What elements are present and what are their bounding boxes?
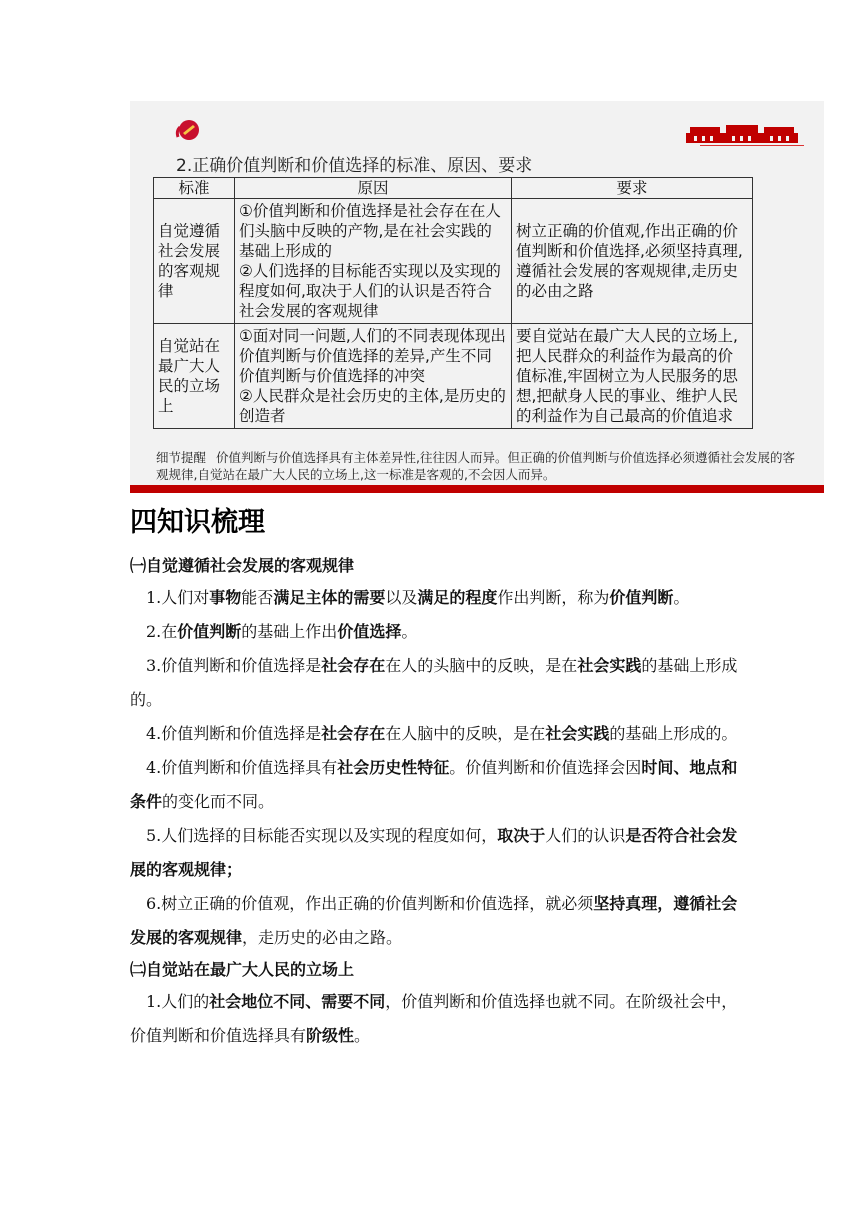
list-item xyxy=(130,887,740,955)
item-text: 的变化而不同。 xyxy=(162,792,275,811)
list-people-stance xyxy=(130,985,740,1053)
item-text: 1.人们对 xyxy=(146,588,210,607)
bold-keyword: 社会存在 xyxy=(321,724,386,743)
item-text: 在人的头脑中的反映，是在 xyxy=(385,656,578,675)
item-text: 的基础上形成的。 xyxy=(609,724,738,743)
item-text: 以及 xyxy=(385,588,418,607)
item-text: 在人脑中的反映，是在 xyxy=(385,724,546,743)
item-text: 人们的认识 xyxy=(545,826,626,845)
header-standard: 标准 xyxy=(154,178,235,199)
list-item xyxy=(130,649,740,717)
item-text: 。 xyxy=(673,588,690,607)
header-reason: 原因 xyxy=(235,178,512,199)
item-text: 2.在 xyxy=(146,622,178,641)
section-heading: 四知识梳理 xyxy=(130,507,265,538)
cell-reason xyxy=(235,199,512,324)
list-item xyxy=(130,819,740,887)
bold-keyword: 社会历史性特征 xyxy=(337,758,450,777)
header-requirement: 要求 xyxy=(512,178,753,199)
bold-keyword: 社会实践 xyxy=(545,724,610,743)
item-text: 的基础上作出 xyxy=(241,622,338,641)
list-item xyxy=(130,985,740,1053)
detail-note xyxy=(156,449,796,483)
slide-title: 2.正确价值判断和价值选择的标准、原因、要求 xyxy=(176,156,533,176)
item-text: ，价值判断和价值选择也就不同。在阶级社会中，价值判断和价值选择具有 xyxy=(130,992,738,1045)
reason-line: ②人们选择的目标能否实现以及实现的程度如何,取决于人们的认识是否符合社会发展的客观规律 xyxy=(239,262,501,320)
cell-reason xyxy=(235,324,512,429)
bold-keyword: 坚持真理，遵循社会发展的客观规律 xyxy=(130,894,738,947)
cell-requirement: 树立正确的价值观,作出正确的价值判断和价值选择,必须坚持真理,遵循社会发展的客观规律,走历史的必由之路 xyxy=(512,199,753,324)
bold-keyword: 时间、地点和条件 xyxy=(130,758,738,811)
note-label: 细节提醒 xyxy=(156,450,207,465)
list-item xyxy=(130,581,740,615)
bold-keyword: 价值判断 xyxy=(609,588,674,607)
table-row xyxy=(154,324,753,429)
item-text: 。 xyxy=(401,622,418,641)
document-body xyxy=(130,505,740,1053)
item-text: ，走历史的必由之路。 xyxy=(242,928,403,947)
cell-standard: 自觉遵循社会发展的客观规律 xyxy=(154,199,235,324)
bold-keyword: 价值判断 xyxy=(177,622,242,641)
reason-line: ①面对同一问题,人们的不同表现体现出价值判断与价值选择的差异,产生不同价值判断与价值选择的冲突 xyxy=(239,327,506,385)
item-text: 。价值判断和价值选择会因 xyxy=(449,758,642,777)
bold-keyword: 满足主体的需要 xyxy=(273,588,386,607)
item-text: 1.人们的 xyxy=(146,992,210,1011)
item-text: 能否 xyxy=(241,588,274,607)
bold-keyword: 取决于 xyxy=(497,826,546,845)
subheading-objective-law: ㈠自觉遵循社会发展的客观规律 xyxy=(130,556,355,575)
item-text: 4.价值判断和价值选择是 xyxy=(146,724,322,743)
standards-table xyxy=(153,177,753,429)
item-text: 作出判断，称为 xyxy=(497,588,610,607)
list-item xyxy=(130,751,740,819)
item-text: 4.价值判断和价值选择具有 xyxy=(146,758,338,777)
subheading-people-stance: ㈡自觉站在最广大人民的立场上 xyxy=(130,960,355,979)
item-text: 5.人们选择的目标能否实现以及实现的程度如何， xyxy=(146,826,498,845)
bold-keyword: 是否符合社会发展的客观规律； xyxy=(130,826,738,879)
item-text: 3.价值判断和价值选择是 xyxy=(146,656,322,675)
slide-bottom-bar xyxy=(130,485,824,493)
palace-decoration-icon xyxy=(686,125,798,143)
note-text: 价值判断与价值选择具有主体差异性,往往因人而异。但正确的价值判断与价值选择必须遵循社会发展的客观规律,自觉站在最广大人民的立场上,这一标准是客观的,不会因人而异。 xyxy=(156,450,795,482)
bold-keyword: 社会实践 xyxy=(577,656,642,675)
bold-keyword: 阶级性 xyxy=(306,1026,355,1045)
bold-keyword: 事物 xyxy=(209,588,242,607)
bold-keyword: 社会存在 xyxy=(321,656,386,675)
party-emblem-icon xyxy=(174,117,204,143)
item-text: 6.树立正确的价值观，作出正确的价值判断和价值选择，就必须 xyxy=(146,894,594,913)
header-rule xyxy=(700,145,804,146)
item-text: 。 xyxy=(354,1026,371,1045)
bold-keyword: 社会地位不同、需要不同 xyxy=(209,992,386,1011)
slide-image xyxy=(130,101,824,493)
item-text: 的基础上形成的。 xyxy=(130,656,738,709)
list-objective-law xyxy=(130,581,740,955)
reason-line: ①价值判断和价值选择是社会存在在人们头脑中反映的产物,是在社会实践的基础上形成的 xyxy=(239,202,501,260)
list-item xyxy=(130,615,740,649)
cell-standard: 自觉站在最广大人民的立场上 xyxy=(154,324,235,429)
cell-requirement: 要自觉站在最广大人民的立场上,把人民群众的利益作为最高的价值标准,牢固树立为人民服务的思想,把献身人民的事业、维护人民的利益作为自己最高的价值追求 xyxy=(512,324,753,429)
bold-keyword: 价值选择 xyxy=(337,622,402,641)
reason-line: ②人民群众是社会历史的主体,是历史的创造者 xyxy=(239,387,506,425)
table-row xyxy=(154,199,753,324)
table-header-row xyxy=(154,178,753,199)
bold-keyword: 满足的程度 xyxy=(417,588,498,607)
list-item xyxy=(130,717,740,751)
